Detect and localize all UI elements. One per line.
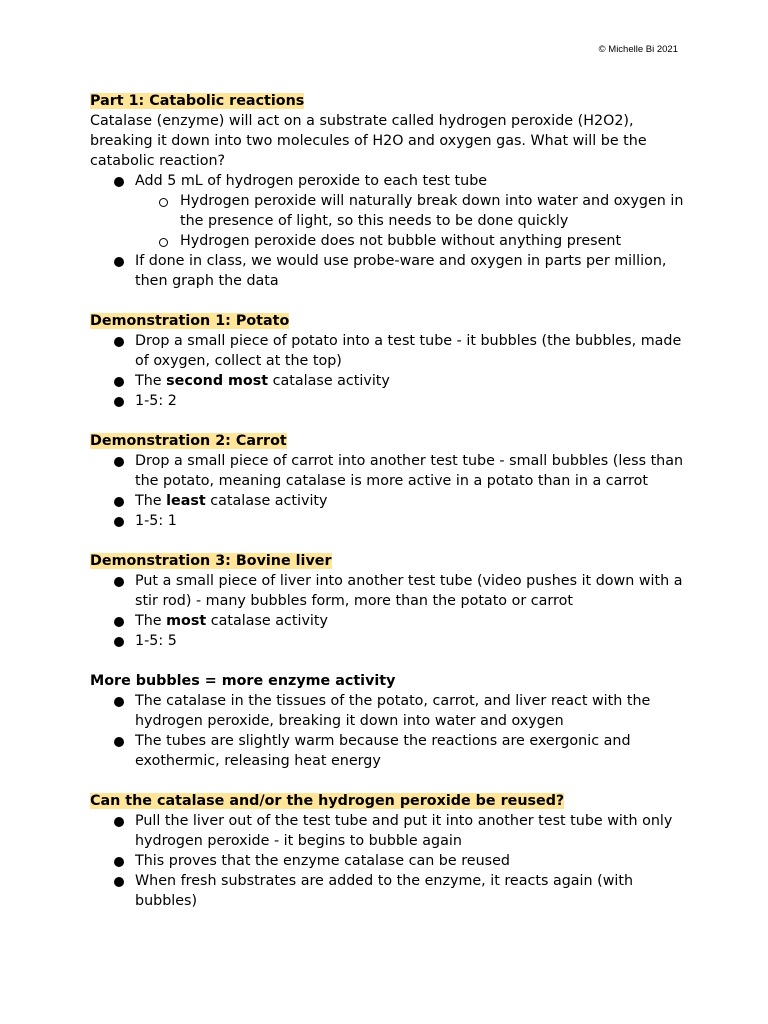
part1-heading-text: Part 1: Catabolic reactions [90, 93, 305, 109]
item-text: The [135, 373, 167, 389]
demo1-list [90, 331, 685, 411]
demo2-heading-text: Demonstration 2: Carrot [90, 433, 287, 449]
list-item: 1-5: 1 [90, 511, 685, 531]
copyright-notice: © Michelle Bi 2021 [598, 44, 678, 55]
item-bold-text: second most [166, 373, 269, 389]
item-text: The [135, 613, 167, 629]
list-item: 1-5: 2 [90, 391, 685, 411]
reuse-heading-text: Can the catalase and/or the hydrogen peroxide be reused? [90, 793, 565, 809]
list-item: Drop a small piece of carrot into another test tube - small bubbles (less than the potato, meaning catalase is more active in a potato than in a carrot [90, 451, 685, 491]
reuse-list [90, 811, 685, 911]
list-item: When fresh substrates are added to the enzyme, it reacts again (with bubbles) [90, 871, 685, 911]
demo1-heading [90, 311, 685, 331]
part1-list [90, 171, 685, 291]
demo3-list [90, 571, 685, 651]
reuse-heading [90, 791, 685, 811]
list-item: Drop a small piece of potato into a test tube - it bubbles (the bubbles, made of oxygen, collect at the top) [90, 331, 685, 371]
bubbles-heading: More bubbles = more enzyme activity [90, 673, 396, 689]
list-item: This proves that the enzyme catalase can be reused [90, 851, 685, 871]
sub-list-item: Hydrogen peroxide will naturally break down into water and oxygen in the presence of light, so this needs to be done quickly [90, 191, 685, 231]
list-item [90, 611, 685, 631]
item-text: catalase activity [205, 493, 328, 509]
list-item: 1-5: 5 [90, 631, 685, 651]
part1-intro: Catalase (enzyme) will act on a substrate called hydrogen peroxide (H2O2), breaking it down into two molecules of H2O and oxygen gas. What will be the catabolic reaction? [90, 113, 647, 169]
list-item [90, 491, 685, 511]
item-text: catalase activity [268, 373, 390, 389]
demo3-heading-text: Demonstration 3: Bovine liver [90, 553, 332, 569]
list-item: The tubes are slightly warm because the reactions are exergonic and exothermic, releasing heat energy [90, 731, 685, 771]
item-bold-text: least [166, 493, 206, 509]
bubbles-list [90, 691, 685, 771]
demo1-heading-text: Demonstration 1: Potato [90, 313, 290, 329]
list-item: Pull the liver out of the test tube and put it into another test tube with only hydrogen peroxide - it begins to bubble again [90, 811, 685, 851]
item-text: The [135, 493, 167, 509]
list-item: If done in class, we would use probe-ware and oxygen in parts per million, then graph the data [90, 251, 685, 291]
document-content [90, 91, 685, 911]
sub-list-item: Hydrogen peroxide does not bubble without anything present [90, 231, 685, 251]
part1-heading [90, 91, 685, 111]
demo2-list [90, 451, 685, 531]
list-item: Put a small piece of liver into another test tube (video pushes it down with a stir rod) - many bubbles form, more than the potato or carrot [90, 571, 685, 611]
list-item [90, 371, 685, 391]
item-text: catalase activity [206, 613, 328, 629]
list-item: Add 5 mL of hydrogen peroxide to each test tube [90, 171, 685, 191]
item-bold-text: most [166, 613, 207, 629]
list-item: The catalase in the tissues of the potato, carrot, and liver react with the hydrogen peroxide, breaking it down into water and oxygen [90, 691, 685, 731]
demo2-heading [90, 431, 685, 451]
demo3-heading [90, 551, 685, 571]
